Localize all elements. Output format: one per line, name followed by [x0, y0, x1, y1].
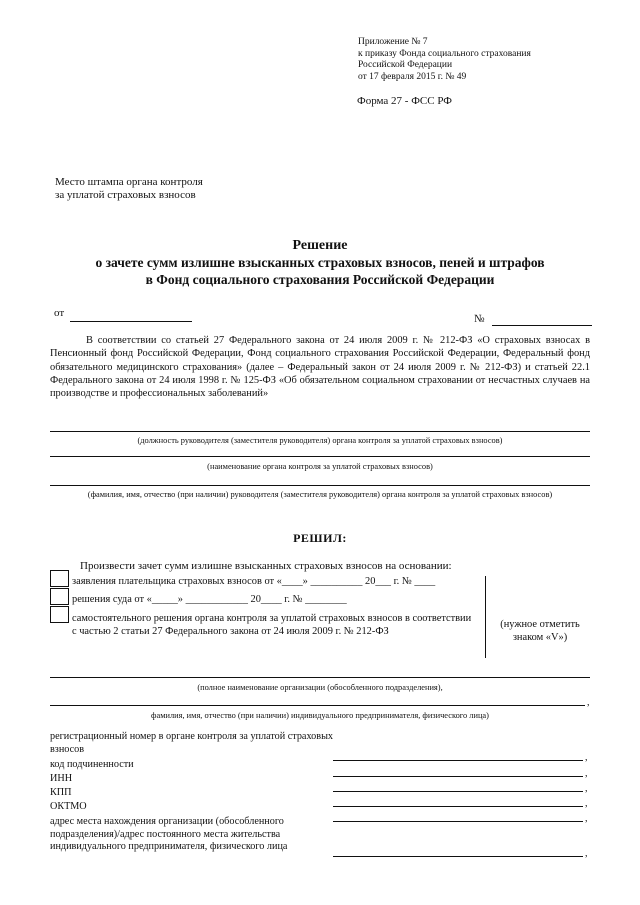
form-code: Форма 27 - ФСС РФ [357, 95, 452, 107]
stamp-note-line-2: за уплатой страховых взносов [55, 189, 196, 201]
from-date-label: от [54, 307, 65, 319]
title-line-2: о зачете сумм излишне взысканных страховых взносов, пеней и штрафов [95, 255, 545, 270]
caption-fio: (фамилия, имя, отчество (при наличии) руководителя (заместителя руководителя) органа контроля за уплатой страховых взносов) [87, 490, 553, 499]
caption-position: (должность руководителя (заместителя руководителя) органа контроля за уплатой страховых взносов) [137, 436, 503, 445]
appendix-line-2: к приказу Фонда социального страхования [358, 48, 531, 59]
field-inn-label: ИНН [50, 773, 73, 784]
stamp-note-line-1: Место штампа органа контроля [55, 176, 203, 188]
basis-intro: Произвести зачет сумм излишне взысканных страховых взносов на основании: [80, 560, 452, 572]
appendix-line-4: от 17 февраля 2015 г. № 49 [358, 71, 467, 82]
stamp-note [55, 176, 203, 202]
from-date-line[interactable] [70, 321, 192, 322]
option-court: решения суда от «_____» ____________ 20____ г. № ________ [72, 594, 347, 605]
comma-reg-number: , [585, 752, 588, 763]
checkbox-court[interactable] [50, 588, 69, 605]
comma-subordination: , [585, 768, 588, 779]
position-line[interactable] [50, 431, 590, 432]
authority-line[interactable] [50, 456, 590, 457]
appendix-line-1: Приложение № 7 [358, 37, 428, 47]
organization-line[interactable] [50, 677, 590, 678]
field-oktmo-line[interactable] [333, 821, 583, 822]
intro-paragraph [50, 334, 590, 400]
fio-line[interactable] [50, 485, 590, 486]
caption-authority: (наименование органа контроля за уплатой страховых взносов) [207, 462, 433, 471]
options-divider [485, 576, 486, 658]
entrepreneur-comma: , [587, 697, 590, 708]
checkbox-own-decision[interactable] [50, 606, 69, 623]
appendix-block [358, 37, 531, 83]
title-main: Решение [292, 238, 348, 253]
number-line[interactable] [492, 325, 592, 326]
field-reg-number-label: регистрационный номер в органе контроля за уплатой страховых взносов [50, 731, 334, 755]
option-application: заявления плательщика страховых взносов от «____» __________ 20___ г. № ____ [72, 576, 436, 587]
document-title [0, 237, 640, 288]
field-inn-line[interactable] [333, 791, 583, 792]
field-kpp-line[interactable] [333, 806, 583, 807]
comma-oktmo: , [585, 813, 588, 824]
comma-inn: , [585, 783, 588, 794]
comma-address: , [585, 848, 588, 859]
number-label: № [474, 313, 485, 325]
mark-note: (нужное отметить знаком «V») [500, 619, 580, 643]
field-address-line[interactable] [333, 856, 583, 857]
entrepreneur-line[interactable] [50, 705, 585, 706]
checkbox-application[interactable] [50, 570, 69, 587]
option-own-decision: самостоятельного решения органа контроля за уплатой страховых взносов в соответствии с частью 2 статьи 27 Федерального закона от 24 июля 2009 г. № 212-ФЗ [72, 613, 472, 637]
field-kpp-label: КПП [50, 787, 72, 798]
intro-text: В соответствии со статьей 27 Федерального закона от 24 июля 2009 г. № 212-ФЗ «О страховых взносах в Пенсионный фонд Российской Федерации, Фонд социального страхования Российской Федерации, Федеральный фонд обязательного медицинского страхования» (далее – Федеральный закон от 24 июля 2009 г. № 212-ФЗ) и статьей 22.1 Федерального закона от 24 июля 1998 г. № 125-ФЗ «Об обязательном социальном страховании от несчастных случаев на производстве и профессиональных заболеваний» [50, 335, 590, 400]
title-line-3: в Фонд социального страхования Российской Федерации [145, 272, 495, 287]
field-oktmo-label: ОКТМО [50, 801, 87, 812]
field-subordination-line[interactable] [333, 776, 583, 777]
decided-heading: РЕШИЛ: [293, 531, 347, 545]
caption-entrepreneur: фамилия, имя, отчество (при наличии) индивидуального предпринимателя, физического лица) [151, 711, 489, 720]
appendix-line-3: Российской Федерации [358, 60, 453, 70]
field-address-label: адрес места нахождения организации (обособленного подразделения)/адрес постоянного места жительства индивидуального предпринимателя, физического лица [50, 816, 288, 853]
field-subordination-label: код подчиненности [50, 759, 134, 770]
caption-organization: (полное наименование организации (обособленного подразделения), [197, 683, 443, 692]
field-reg-number-line[interactable] [333, 760, 583, 761]
comma-kpp: , [585, 798, 588, 809]
